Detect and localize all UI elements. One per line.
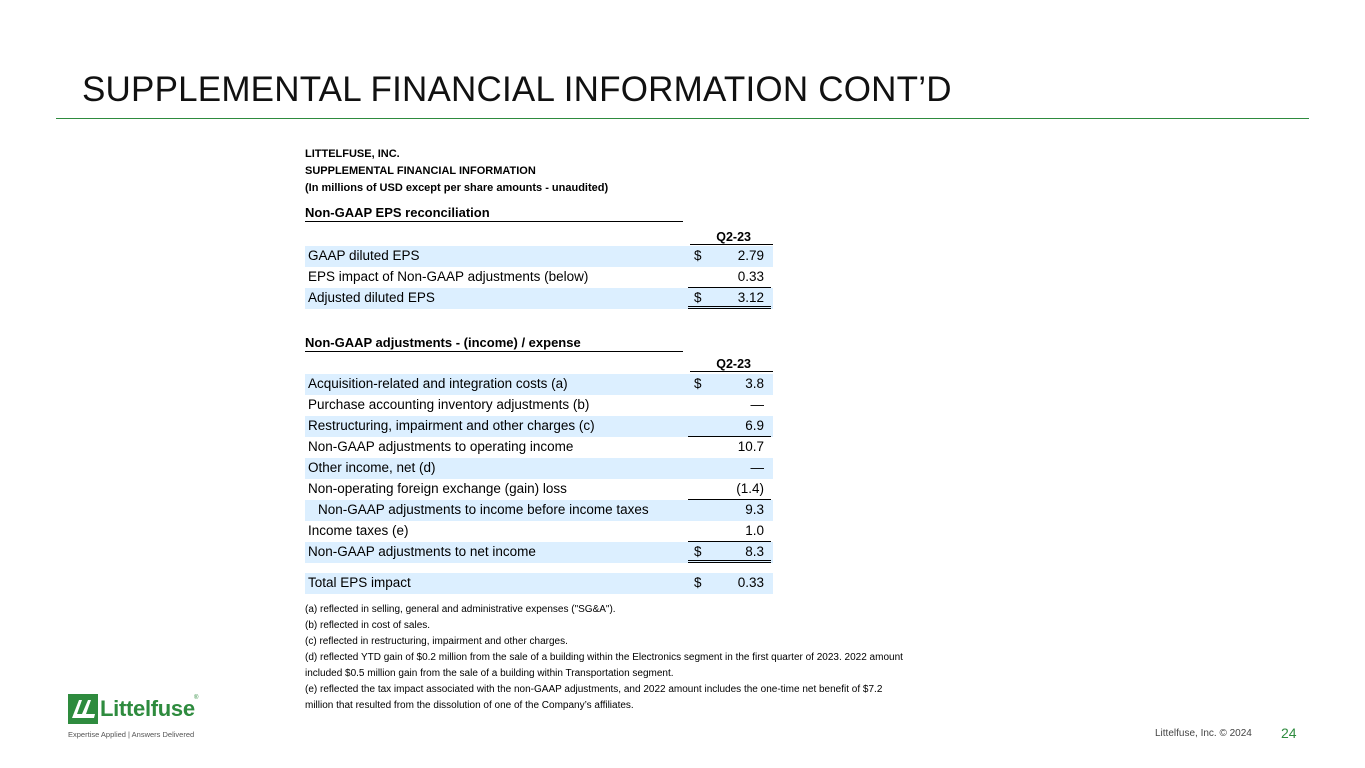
slide-title: SUPPLEMENTAL FINANCIAL INFORMATION CONT’D	[82, 70, 952, 109]
table-row	[305, 374, 773, 395]
row-label: Non-GAAP adjustments to income before income taxes	[318, 502, 649, 517]
footnote: million that resulted from the dissolution of one of the Company’s affiliates.	[305, 700, 634, 711]
row-value: —	[750, 460, 764, 475]
row-value: 8.3	[745, 544, 764, 559]
row-value: 10.7	[737, 439, 764, 454]
row-value: 1.0	[745, 523, 764, 538]
table-row	[305, 416, 773, 437]
littelfuse-fuse-mark-icon	[68, 694, 98, 724]
row-label: Restructuring, impairment and other charges (c)	[308, 418, 595, 433]
row-label: Acquisition-related and integration costs (a)	[308, 376, 568, 391]
row-label: Total EPS impact	[308, 575, 411, 590]
table-row	[305, 542, 773, 563]
footnote: (e) reflected the tax impact associated with the non-GAAP adjustments, and 2022 amount includes the one-time net benefit of $7.2	[305, 684, 883, 695]
row-label: Non-operating foreign exchange (gain) loss	[308, 481, 567, 496]
table-row	[305, 246, 773, 267]
footnote: (a) reflected in selling, general and administrative expenses ("SG&A").	[305, 604, 616, 615]
page-number: 24	[1281, 725, 1297, 741]
eps-section-title: Non-GAAP EPS reconciliation	[305, 205, 683, 222]
logo-tagline: Expertise Applied | Answers Delivered	[68, 730, 195, 739]
eps-column-header: Q2-23	[690, 230, 773, 245]
footnote: included $0.5 million gain from the sale of a building within Transportation segment.	[305, 668, 674, 679]
row-currency: $	[694, 575, 702, 590]
document-heading: SUPPLEMENTAL FINANCIAL INFORMATION	[305, 165, 536, 177]
row-value: 3.8	[745, 376, 764, 391]
footnote: (c) reflected in restructuring, impairment and other charges.	[305, 636, 568, 647]
document-subheading: (In millions of USD except per share amounts - unaudited)	[305, 182, 609, 194]
row-currency: $	[694, 376, 702, 391]
row-label: Non-GAAP adjustments to operating income	[308, 439, 574, 454]
row-currency: $	[694, 248, 702, 263]
row-value: 2.79	[737, 248, 764, 263]
row-currency: $	[694, 290, 702, 305]
financial-document	[305, 146, 995, 711]
row-value: 0.33	[737, 575, 764, 590]
table-row	[305, 458, 773, 479]
row-label: Other income, net (d)	[308, 460, 436, 475]
copyright: Littelfuse, Inc. © 2024	[1155, 728, 1252, 739]
row-value: 3.12	[737, 290, 764, 305]
company-name: LITTELFUSE, INC.	[305, 148, 400, 160]
footnotes	[305, 602, 995, 714]
row-label: Adjusted diluted EPS	[308, 290, 435, 305]
row-label: Purchase accounting inventory adjustments (b)	[308, 397, 590, 412]
table-row	[305, 267, 773, 288]
row-value: —	[750, 397, 764, 412]
adjustments-section-title: Non-GAAP adjustments - (income) / expense	[305, 335, 683, 352]
logo-wordmark: Littelfuse	[100, 696, 195, 721]
table-row	[305, 479, 773, 500]
adjustments-column-header: Q2-23	[690, 357, 773, 372]
footnote: (b) reflected in cost of sales.	[305, 620, 431, 631]
row-label: GAAP diluted EPS	[308, 248, 420, 263]
table-row	[305, 500, 773, 521]
littelfuse-logo	[68, 693, 218, 743]
row-value: (1.4)	[736, 481, 764, 496]
table-row	[305, 288, 773, 309]
table-row	[305, 437, 773, 458]
table-row	[305, 395, 773, 416]
row-currency: $	[694, 544, 702, 559]
row-label: EPS impact of Non-GAAP adjustments (below)	[308, 269, 589, 284]
row-value: 0.33	[737, 269, 764, 284]
row-value: 9.3	[745, 502, 764, 517]
row-label: Income taxes (e)	[308, 523, 409, 538]
registered-mark: ®	[194, 695, 199, 701]
row-value: 6.9	[745, 418, 764, 433]
footnote: (d) reflected YTD gain of $0.2 million from the sale of a building within the Electronics segment in the first quarter of 2023. 2022 amount	[305, 652, 903, 663]
row-label: Non-GAAP adjustments to net income	[308, 544, 536, 559]
table-row	[305, 573, 773, 594]
table-row	[305, 521, 773, 542]
title-divider	[56, 118, 1309, 119]
